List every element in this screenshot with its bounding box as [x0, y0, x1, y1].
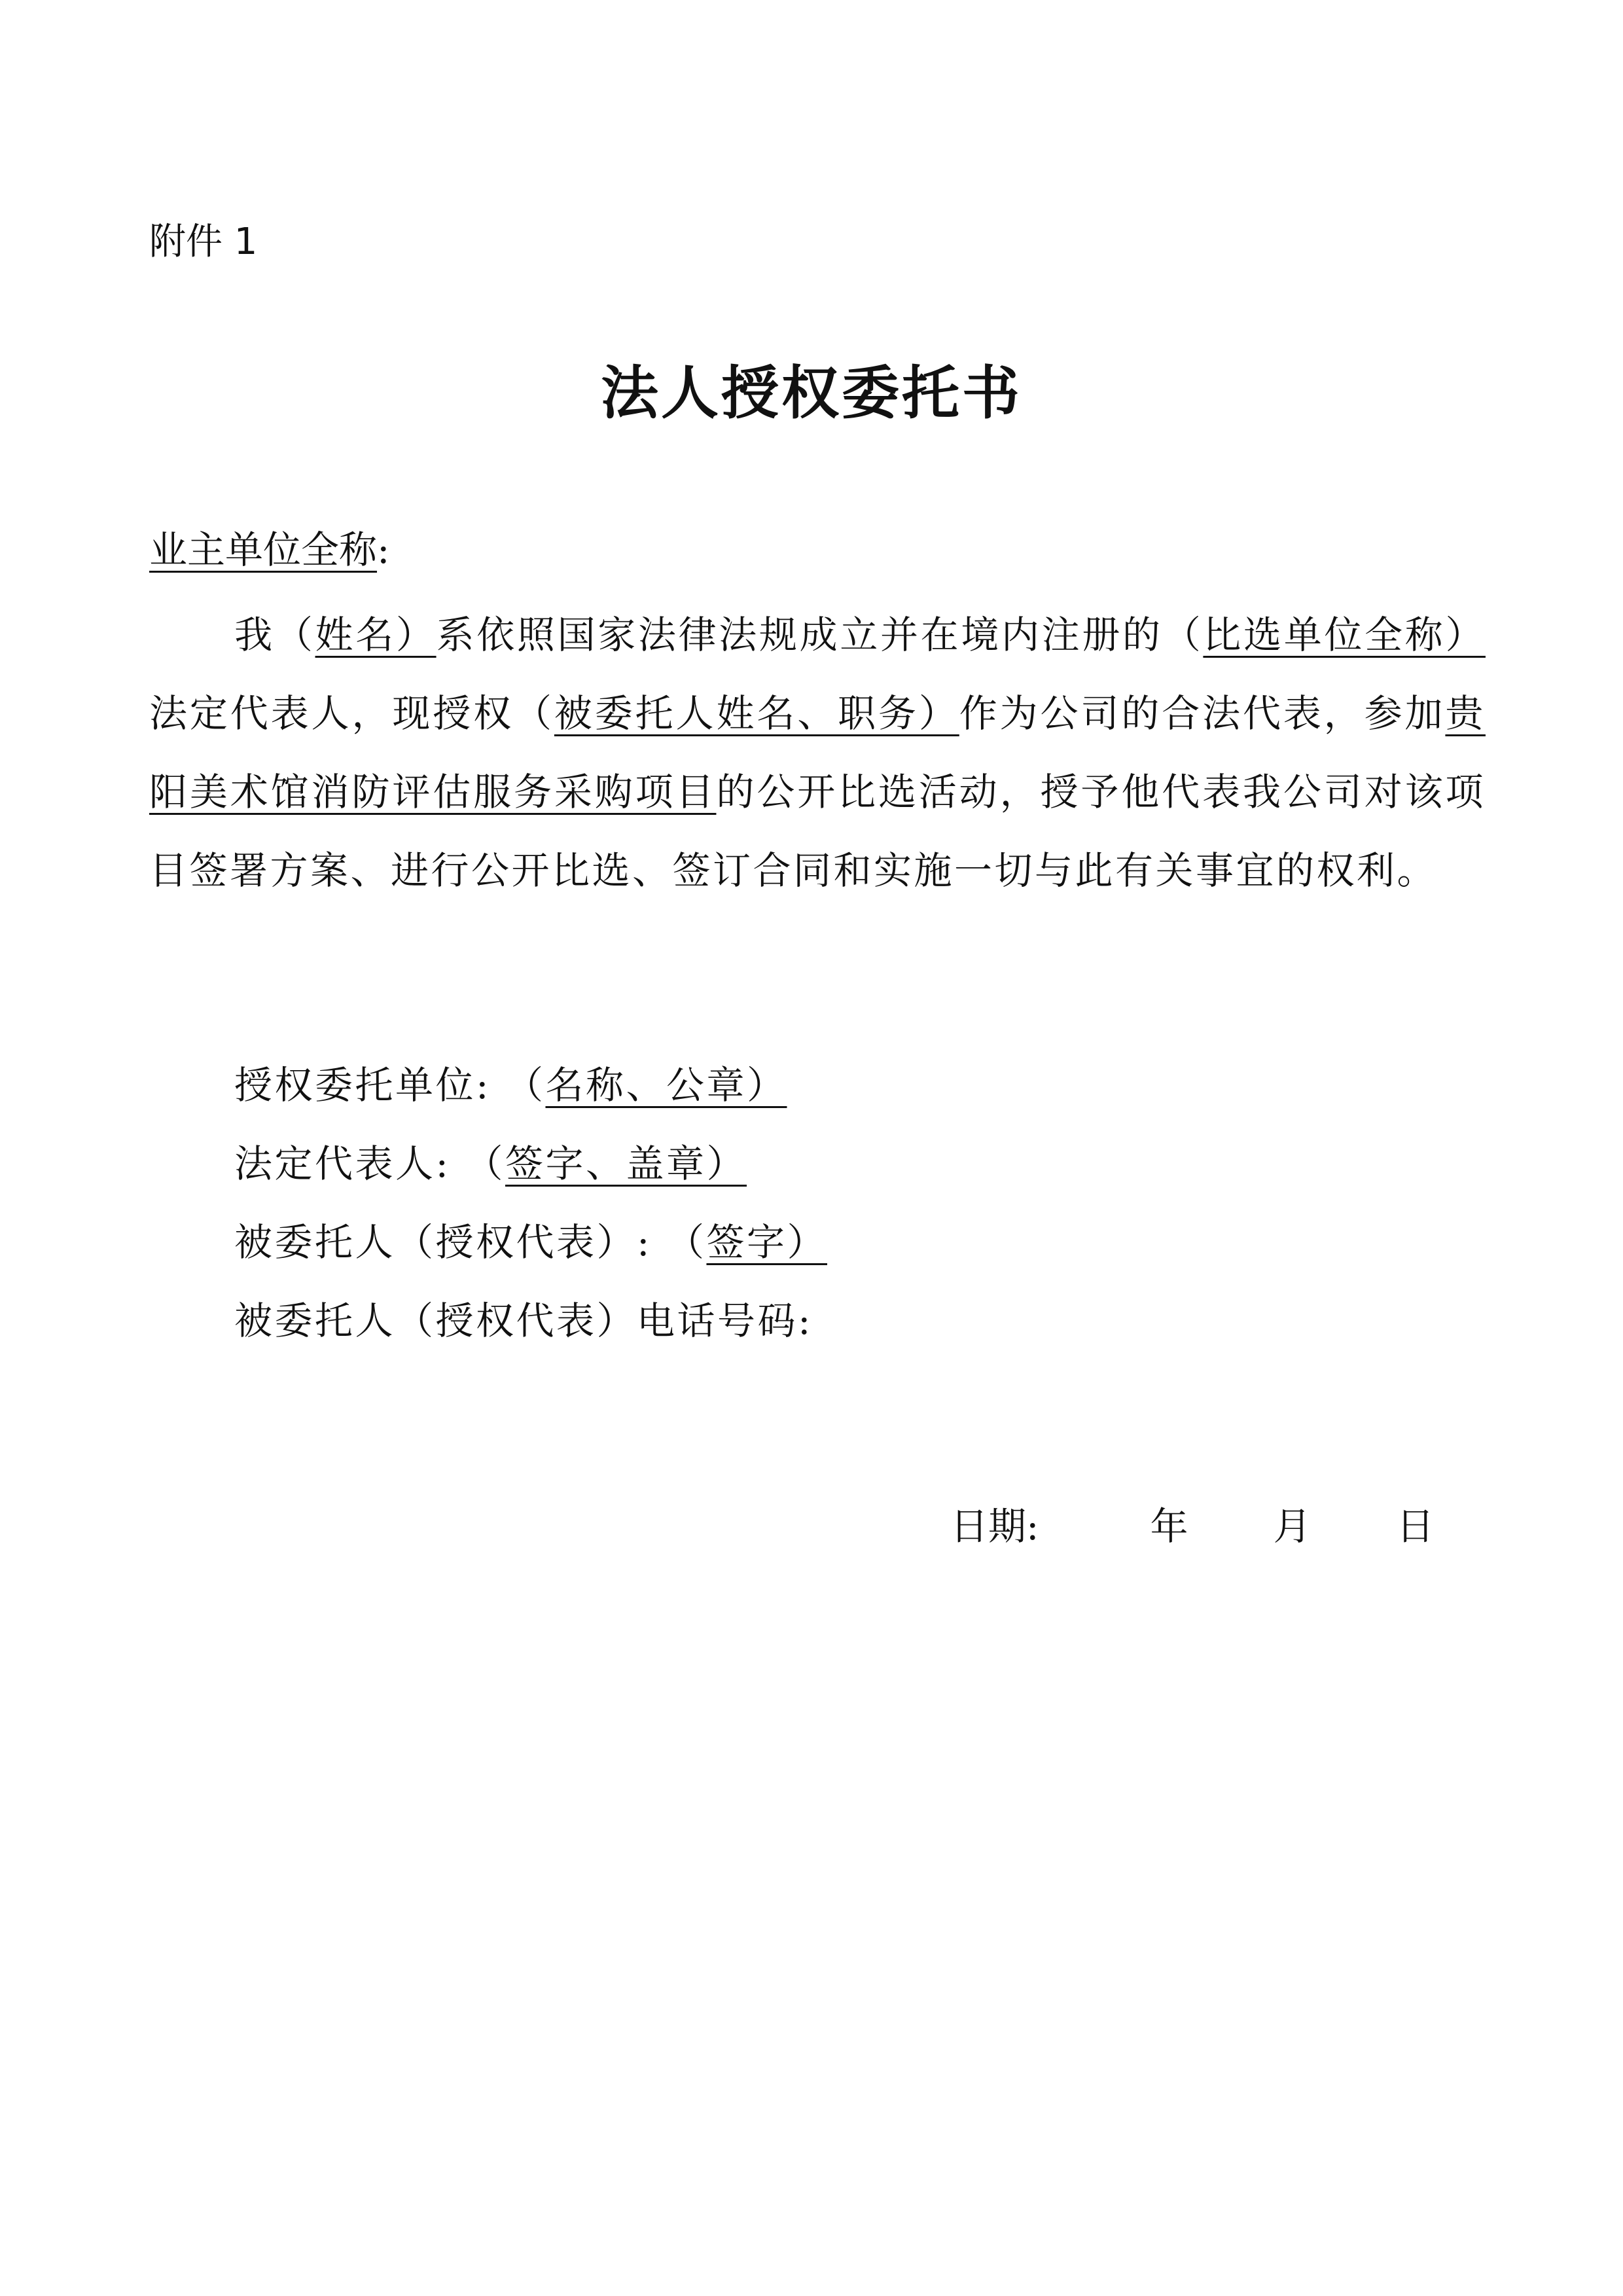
- body-text-3: 法定代表人，现授权（: [149, 691, 554, 736]
- authorizing-unit-label: 授权委托单位: （: [234, 1063, 546, 1107]
- date-label: 日期:: [950, 1504, 1039, 1549]
- legal-representative-line: [234, 1124, 827, 1203]
- attachment-label: 附件 1: [149, 221, 258, 263]
- date-line: [950, 1500, 1435, 1552]
- addressee-line: [149, 524, 390, 576]
- addressee-label: 业主单位全称: [149, 528, 378, 572]
- legal-representative-blank: 签字、盖章）: [505, 1141, 747, 1186]
- document-title: 法人授权委托书: [600, 359, 1022, 427]
- legal-representative-label: 法定代表人: （: [234, 1141, 505, 1186]
- delegate-name-blank: 被委托人姓名、职务）: [554, 691, 959, 736]
- authorized-agent-blank: 签字）: [706, 1220, 827, 1265]
- body-text-2: 系依照国家法律法规成立并在境内注册的（: [436, 613, 1204, 657]
- agent-phone-label: 被委托人（授权代表）电话号码:: [234, 1299, 813, 1343]
- date-day: 日: [1396, 1504, 1435, 1549]
- authorizing-unit-line: [234, 1046, 827, 1124]
- authorized-agent-label: 被委托人（授权代表）: （: [234, 1220, 707, 1265]
- authorized-agent-line: [234, 1203, 827, 1282]
- authorizing-unit-blank: 名称、公章）: [545, 1063, 787, 1107]
- body-text-1: 我（: [234, 613, 315, 657]
- agent-phone-line: [234, 1282, 827, 1360]
- signature-block: [234, 1046, 827, 1360]
- authorization-paragraph: [149, 596, 1486, 910]
- principal-name-blank: 姓名）: [315, 613, 437, 657]
- date-year: 年: [1150, 1504, 1188, 1549]
- project-name: 贵阳美术馆消防评估服务采购项目: [149, 691, 1486, 814]
- body-text-5: 的公开比选活动，授予他代表我公司对该项目签署方案、进行公开比选、签订合同和实施一切与此有关事宜的权利。: [149, 770, 1486, 893]
- body-text-4: 作为公司的合法代表，参加: [959, 691, 1446, 736]
- addressee-colon: :: [377, 528, 390, 572]
- date-month: 月: [1273, 1504, 1311, 1549]
- bidder-name-blank: 比选单位全称）: [1203, 613, 1486, 657]
